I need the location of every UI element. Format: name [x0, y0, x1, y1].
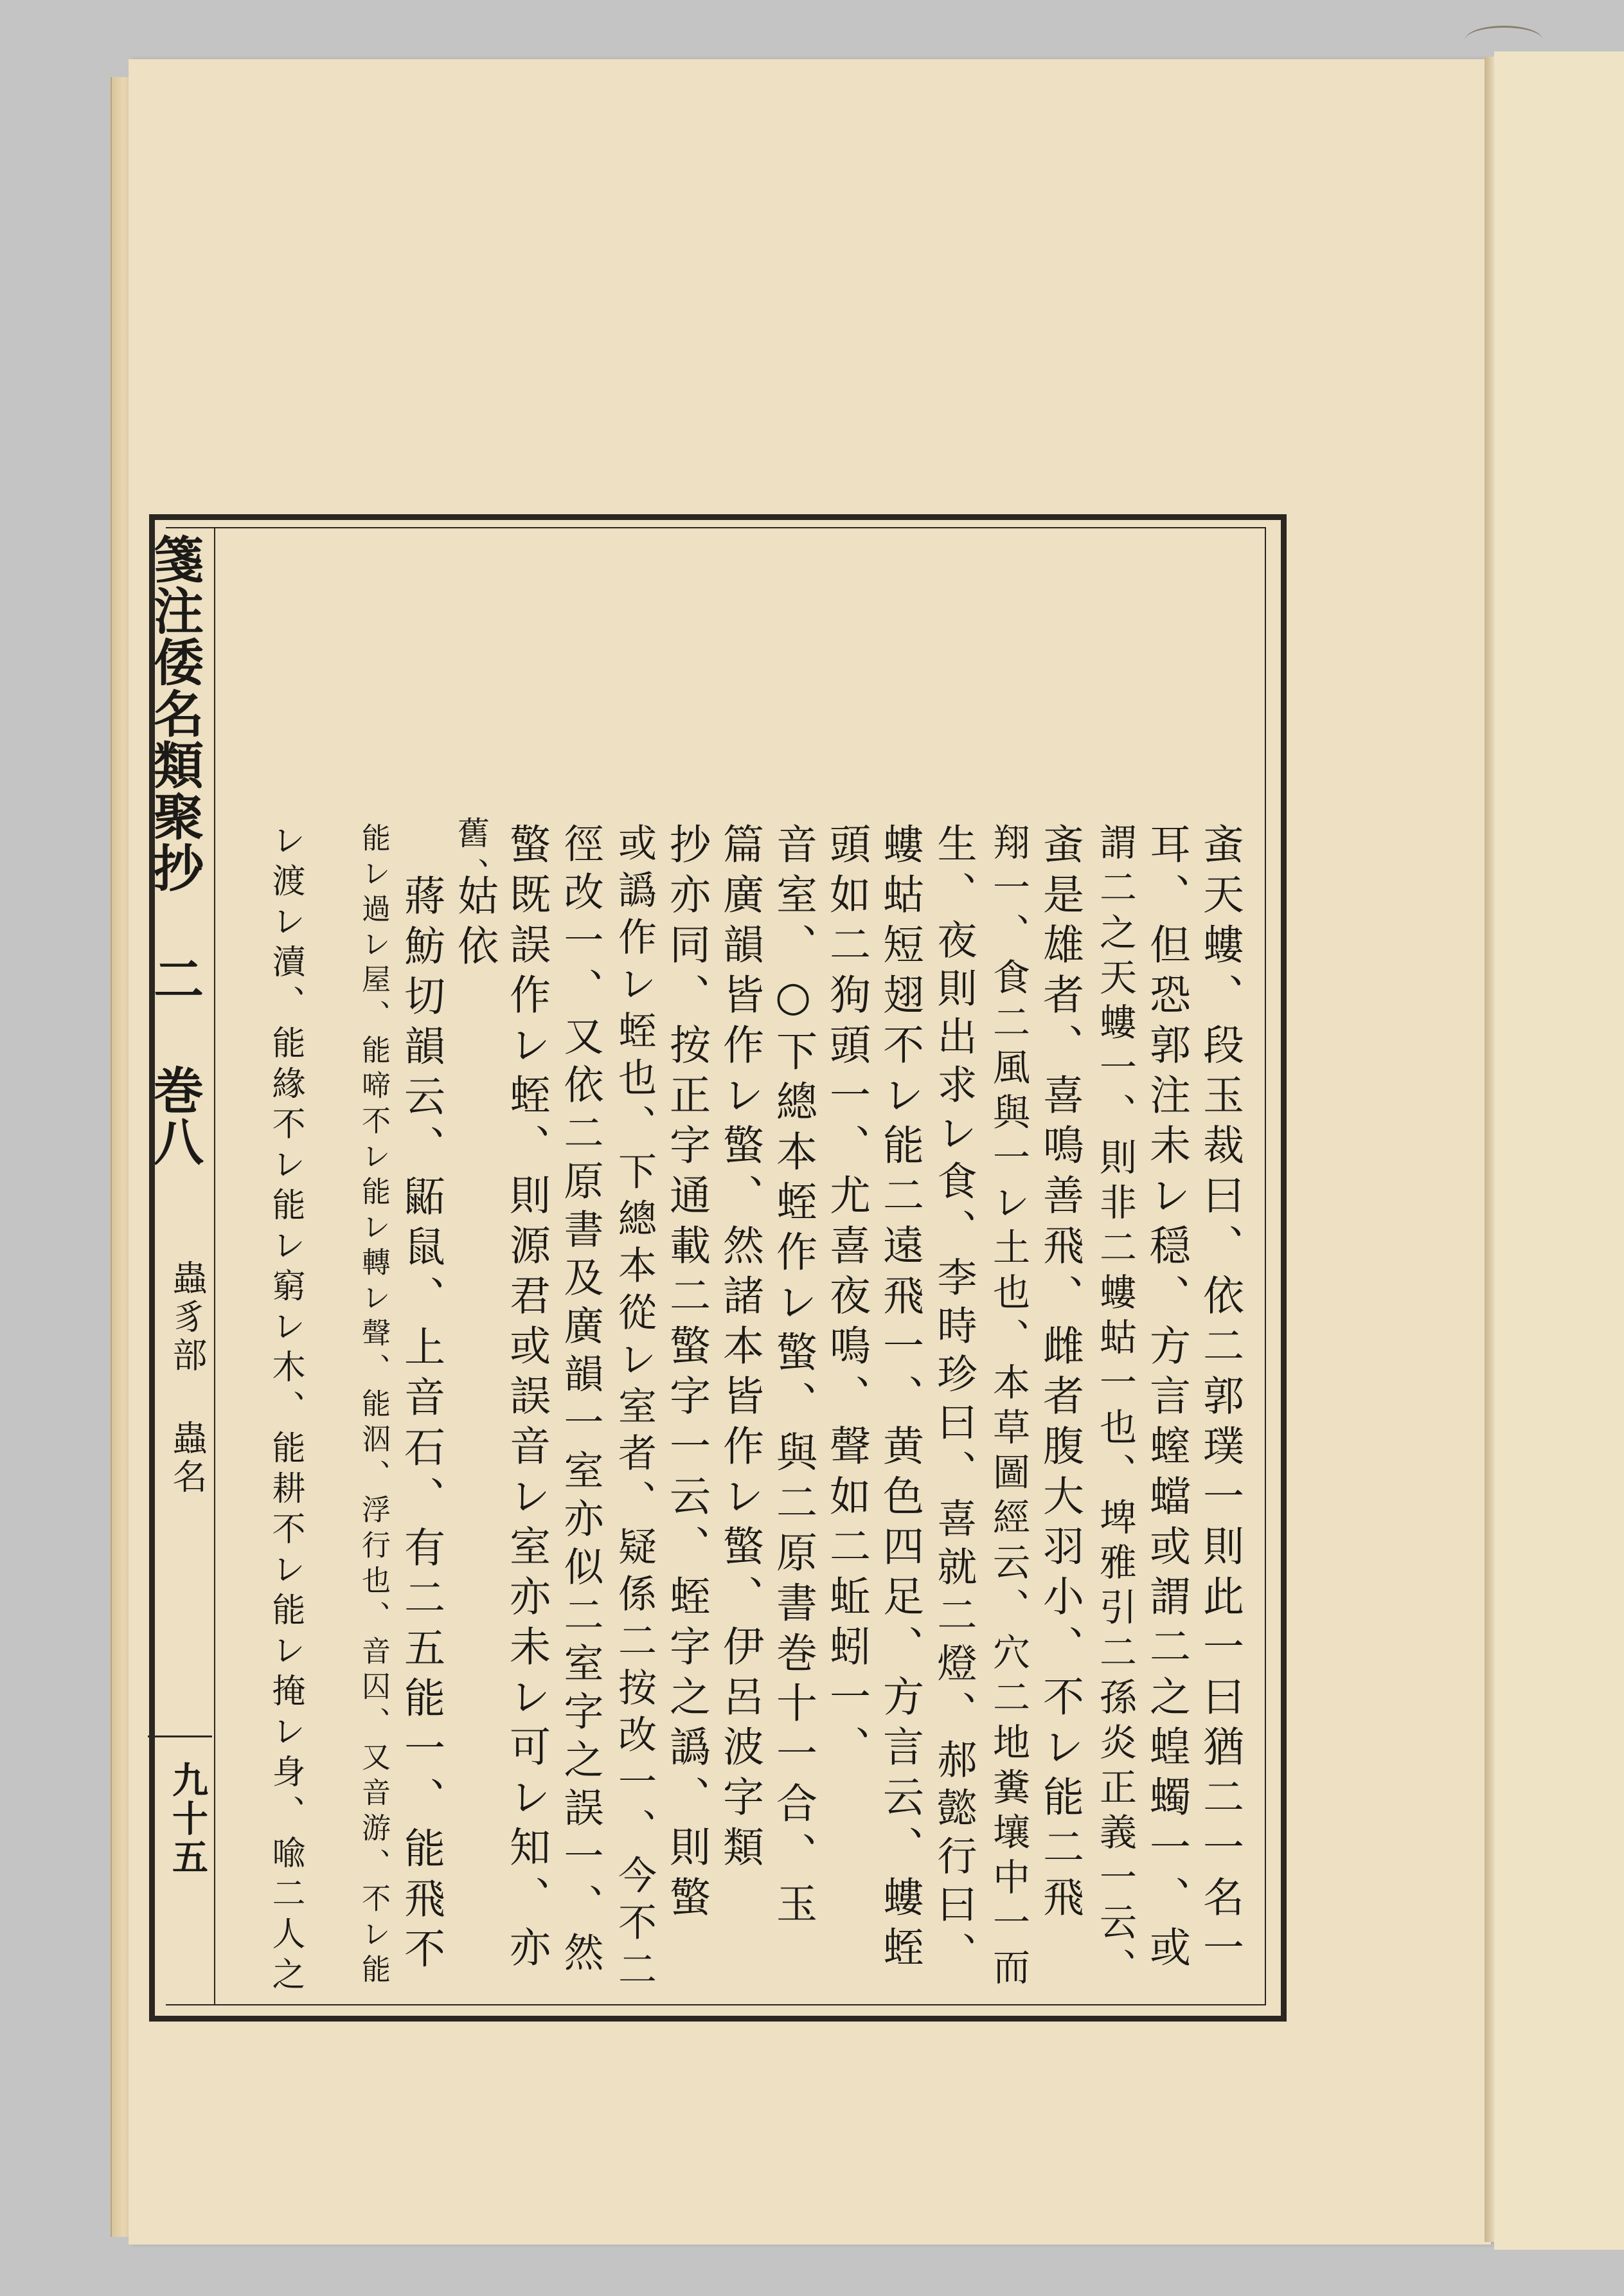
text-column: 蚉是雄者、喜鳴善飛、雌者腹大羽小、不レ能二飛 [1036, 823, 1084, 1926]
text-column: 蟼既誤作レ蛭、則源君或誤音レ室亦未レ可レ知、亦 [503, 823, 550, 1976]
text-column: 徑改一、又依二原書及廣韻一室亦似二室字之誤一、然 [557, 823, 604, 1980]
facing-page [1494, 51, 1624, 2250]
text-column: 螻蛄短翅不レ能二遠飛一、黄色四足、方言云、螻蛭 [876, 823, 924, 1976]
text-column: 耳、但恐郭注未レ穏、方言螲蟷或謂二之蝗蠋一、或 [1143, 823, 1190, 1976]
text-column: 或譌作レ蛭也、下總本從レ室者、疑係二按改一、今不二 [612, 823, 657, 1996]
text-column: 謂二之天螻一、則非二螻蛄一也、埤雅引二孫炎正義一云、 [1093, 823, 1137, 1993]
text-column: 音室、○下總本蛭作レ蟼、與二原書巻十一合、玉 [769, 823, 817, 1932]
text-column: 翔一、食二風與一レ土也、本草圖經云、穴二地糞壤中一而 [986, 823, 1030, 1993]
text-column: 能レ過レ屋、能啼不レ能レ轉レ聲、能泅、浮行也、音囚、又音游、不レ能 [357, 823, 391, 1989]
text-column: 蚉天螻、段玉裁曰、依二郭璞一則此一曰猶二一名一 [1196, 823, 1244, 1976]
text-column: 篇廣韻皆作レ蟼、然諸本皆作レ蟼、伊呂波字類 [716, 823, 763, 1876]
text-column: 生、夜則出求レ食、李時珍曰、喜就二燈、郝懿行曰、 [931, 823, 977, 1980]
text-column: 姑依 [451, 874, 498, 974]
text-column: レ渡レ瀆、能緣不レ能レ窮レ木、能耕不レ能レ掩レ身、喩二人之 [266, 823, 305, 1997]
section-label: 蟲豸部 蟲名 [167, 1260, 208, 1497]
text-column: 舊、 [452, 816, 490, 899]
folio-rule [148, 1735, 212, 1737]
text-column: 蔣魴切韻云、鼫鼠、上音石、有二五能一、能飛不 [397, 874, 445, 1977]
text-column: 抄亦同、按正字通載二蟼字一云、蛭字之譌、則蟼 [663, 823, 710, 1926]
book-title: 箋注倭名類聚抄 二 巻八 [145, 534, 204, 1167]
text-column: 頭如二狗頭一、尤喜夜鳴、聲如二蚯蚓一、 [823, 823, 870, 1775]
folio-number: 九十五 [166, 1761, 209, 1877]
binding-thread [1465, 26, 1542, 53]
margin-divider [214, 527, 215, 2005]
